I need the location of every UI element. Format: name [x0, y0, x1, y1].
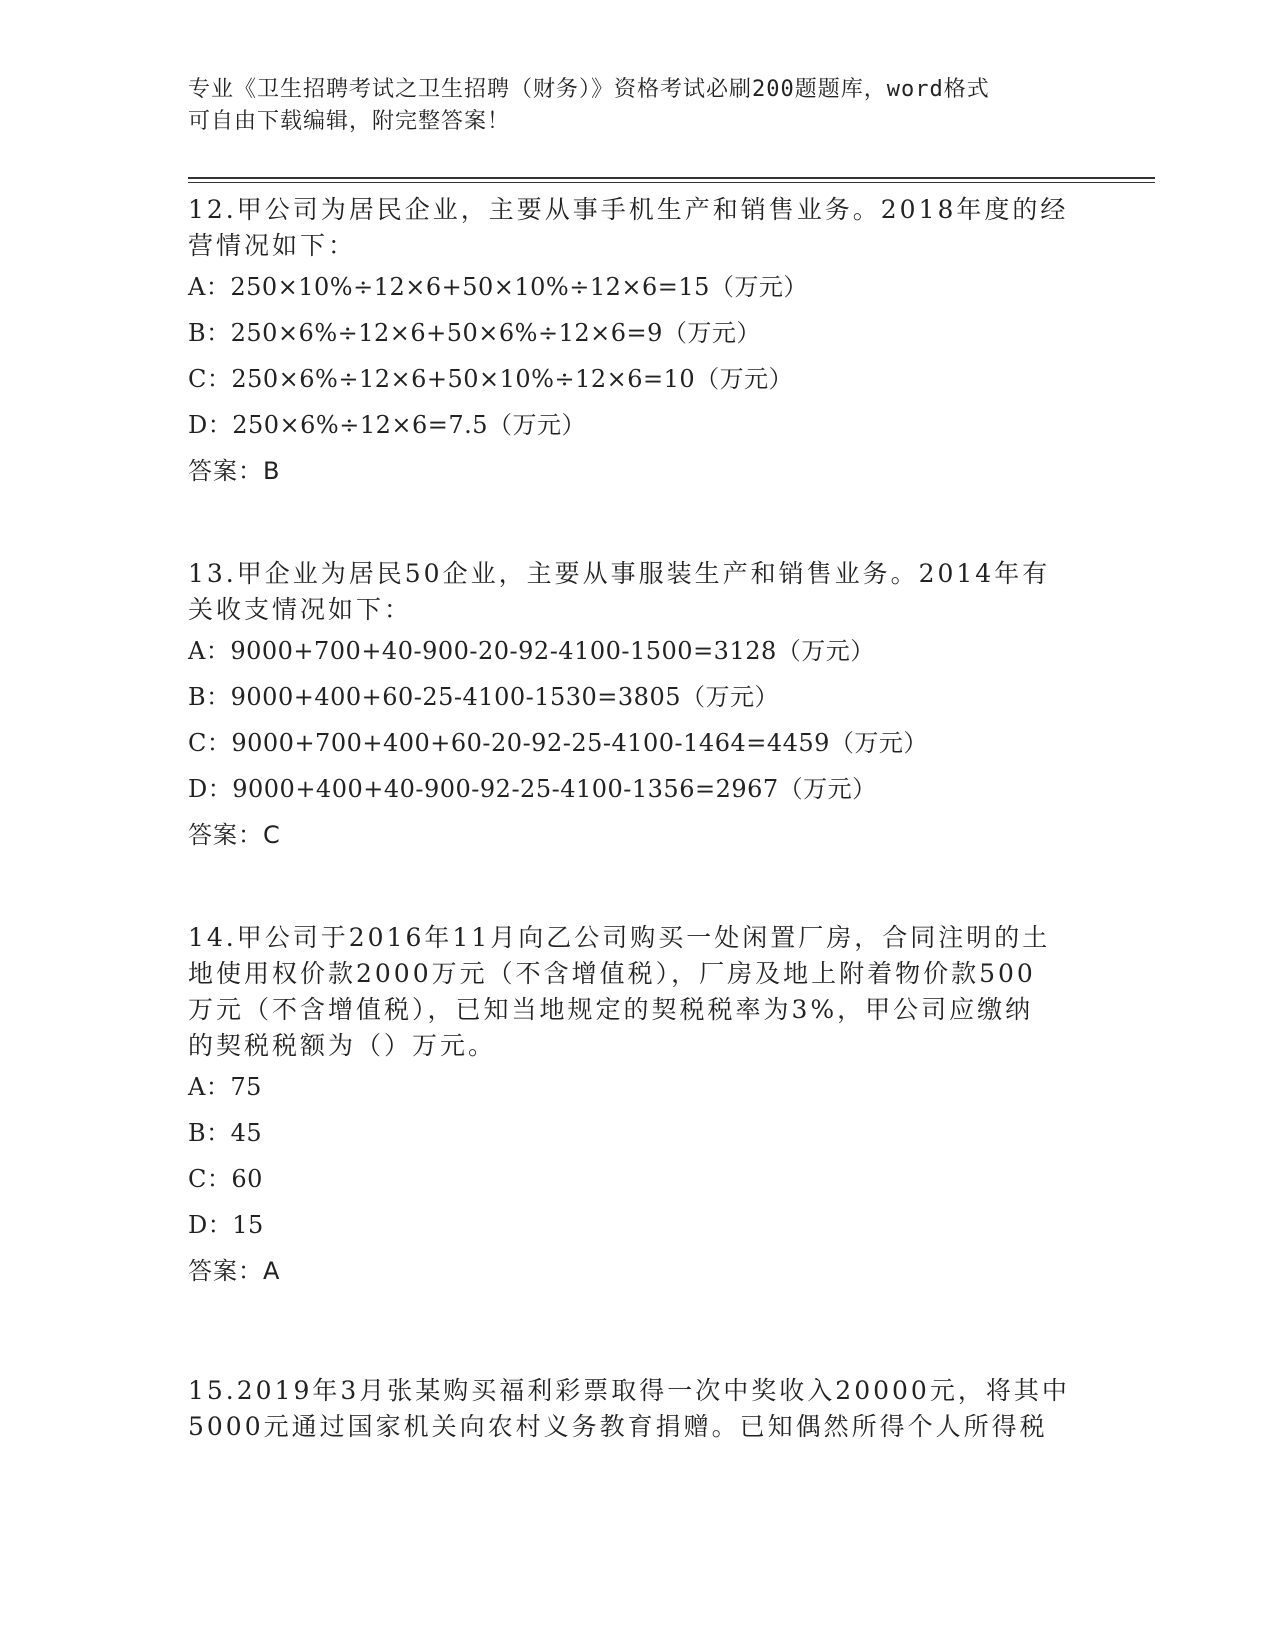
stem-line: 12.甲公司为居民企业，主要从事手机生产和销售业务。2018年度的经	[188, 195, 1069, 224]
option-d: D：250×6%÷12×6=7.5（万元）	[188, 411, 587, 439]
header-divider-thin	[188, 182, 1155, 183]
question-stem	[188, 920, 1078, 1064]
stem-line: 营情况如下：	[188, 231, 357, 260]
stem-line: 的契税税额为（）万元。	[188, 1031, 497, 1060]
stem-line: 15.2019年3月张某购买福利彩票取得一次中奖收入20000元，将其中	[188, 1376, 1070, 1405]
question-stem	[188, 556, 1078, 628]
stem-line: 5000元通过国家机关向农村义务教育捐赠。已知偶然所得个人所得税	[188, 1412, 1048, 1441]
option-b: B：9000+400+60-25-4100-1530=3805（万元）	[188, 683, 779, 711]
option-c: C：250×6%÷12×6+50×10%÷12×6=10（万元）	[188, 365, 794, 393]
option-a: A：75	[188, 1073, 262, 1101]
stem-line: 关收支情况如下：	[188, 595, 413, 624]
stem-line: 14.甲公司于2016年11月向乙公司购买一处闲置厂房，合同注明的土	[188, 923, 1051, 952]
option-b: B：250×6%÷12×6+50×6%÷12×6=9（万元）	[188, 319, 761, 347]
header-line-2: 可自由下载编辑，附完整答案！	[188, 109, 511, 134]
question-12	[188, 192, 1078, 494]
option-c: C：60	[188, 1165, 263, 1193]
option-d: D：9000+400+40-900-92-25-4100-1356=2967（万元）	[188, 775, 877, 803]
stem-line: 万元（不含增值税），已知当地规定的契税税率为3%，甲公司应缴纳	[188, 995, 1034, 1024]
answer-line: 答案：C	[188, 821, 281, 849]
header-divider-thick	[188, 177, 1155, 179]
answer-line: 答案：B	[188, 457, 281, 485]
question-stem	[188, 1373, 1078, 1445]
question-15	[188, 1373, 1078, 1445]
stem-line: 地使用权价款2000万元（不含增值税），厂房及地上附着物价款500	[188, 959, 1036, 988]
document-header	[188, 74, 1068, 138]
answer-line: 答案：A	[188, 1257, 281, 1285]
question-13	[188, 556, 1078, 858]
option-b: B：45	[188, 1119, 263, 1147]
option-a: A：9000+700+40-900-20-92-4100-1500=3128（万元）	[188, 637, 875, 665]
stem-line: 13.甲企业为居民50企业，主要从事服装生产和销售业务。2014年有	[188, 559, 1051, 588]
option-a: A：250×10%÷12×6+50×10%÷12×6=15（万元）	[188, 273, 808, 301]
question-stem	[188, 192, 1078, 264]
header-line-1: 专业《卫生招聘考试之卫生招聘（财务）》资格考试必刷200题题库，word格式	[188, 77, 990, 102]
option-c: C：9000+700+400+60-20-92-25-4100-1464=4459（万元）	[188, 729, 928, 757]
option-d: D：15	[188, 1211, 264, 1239]
question-14	[188, 920, 1078, 1294]
